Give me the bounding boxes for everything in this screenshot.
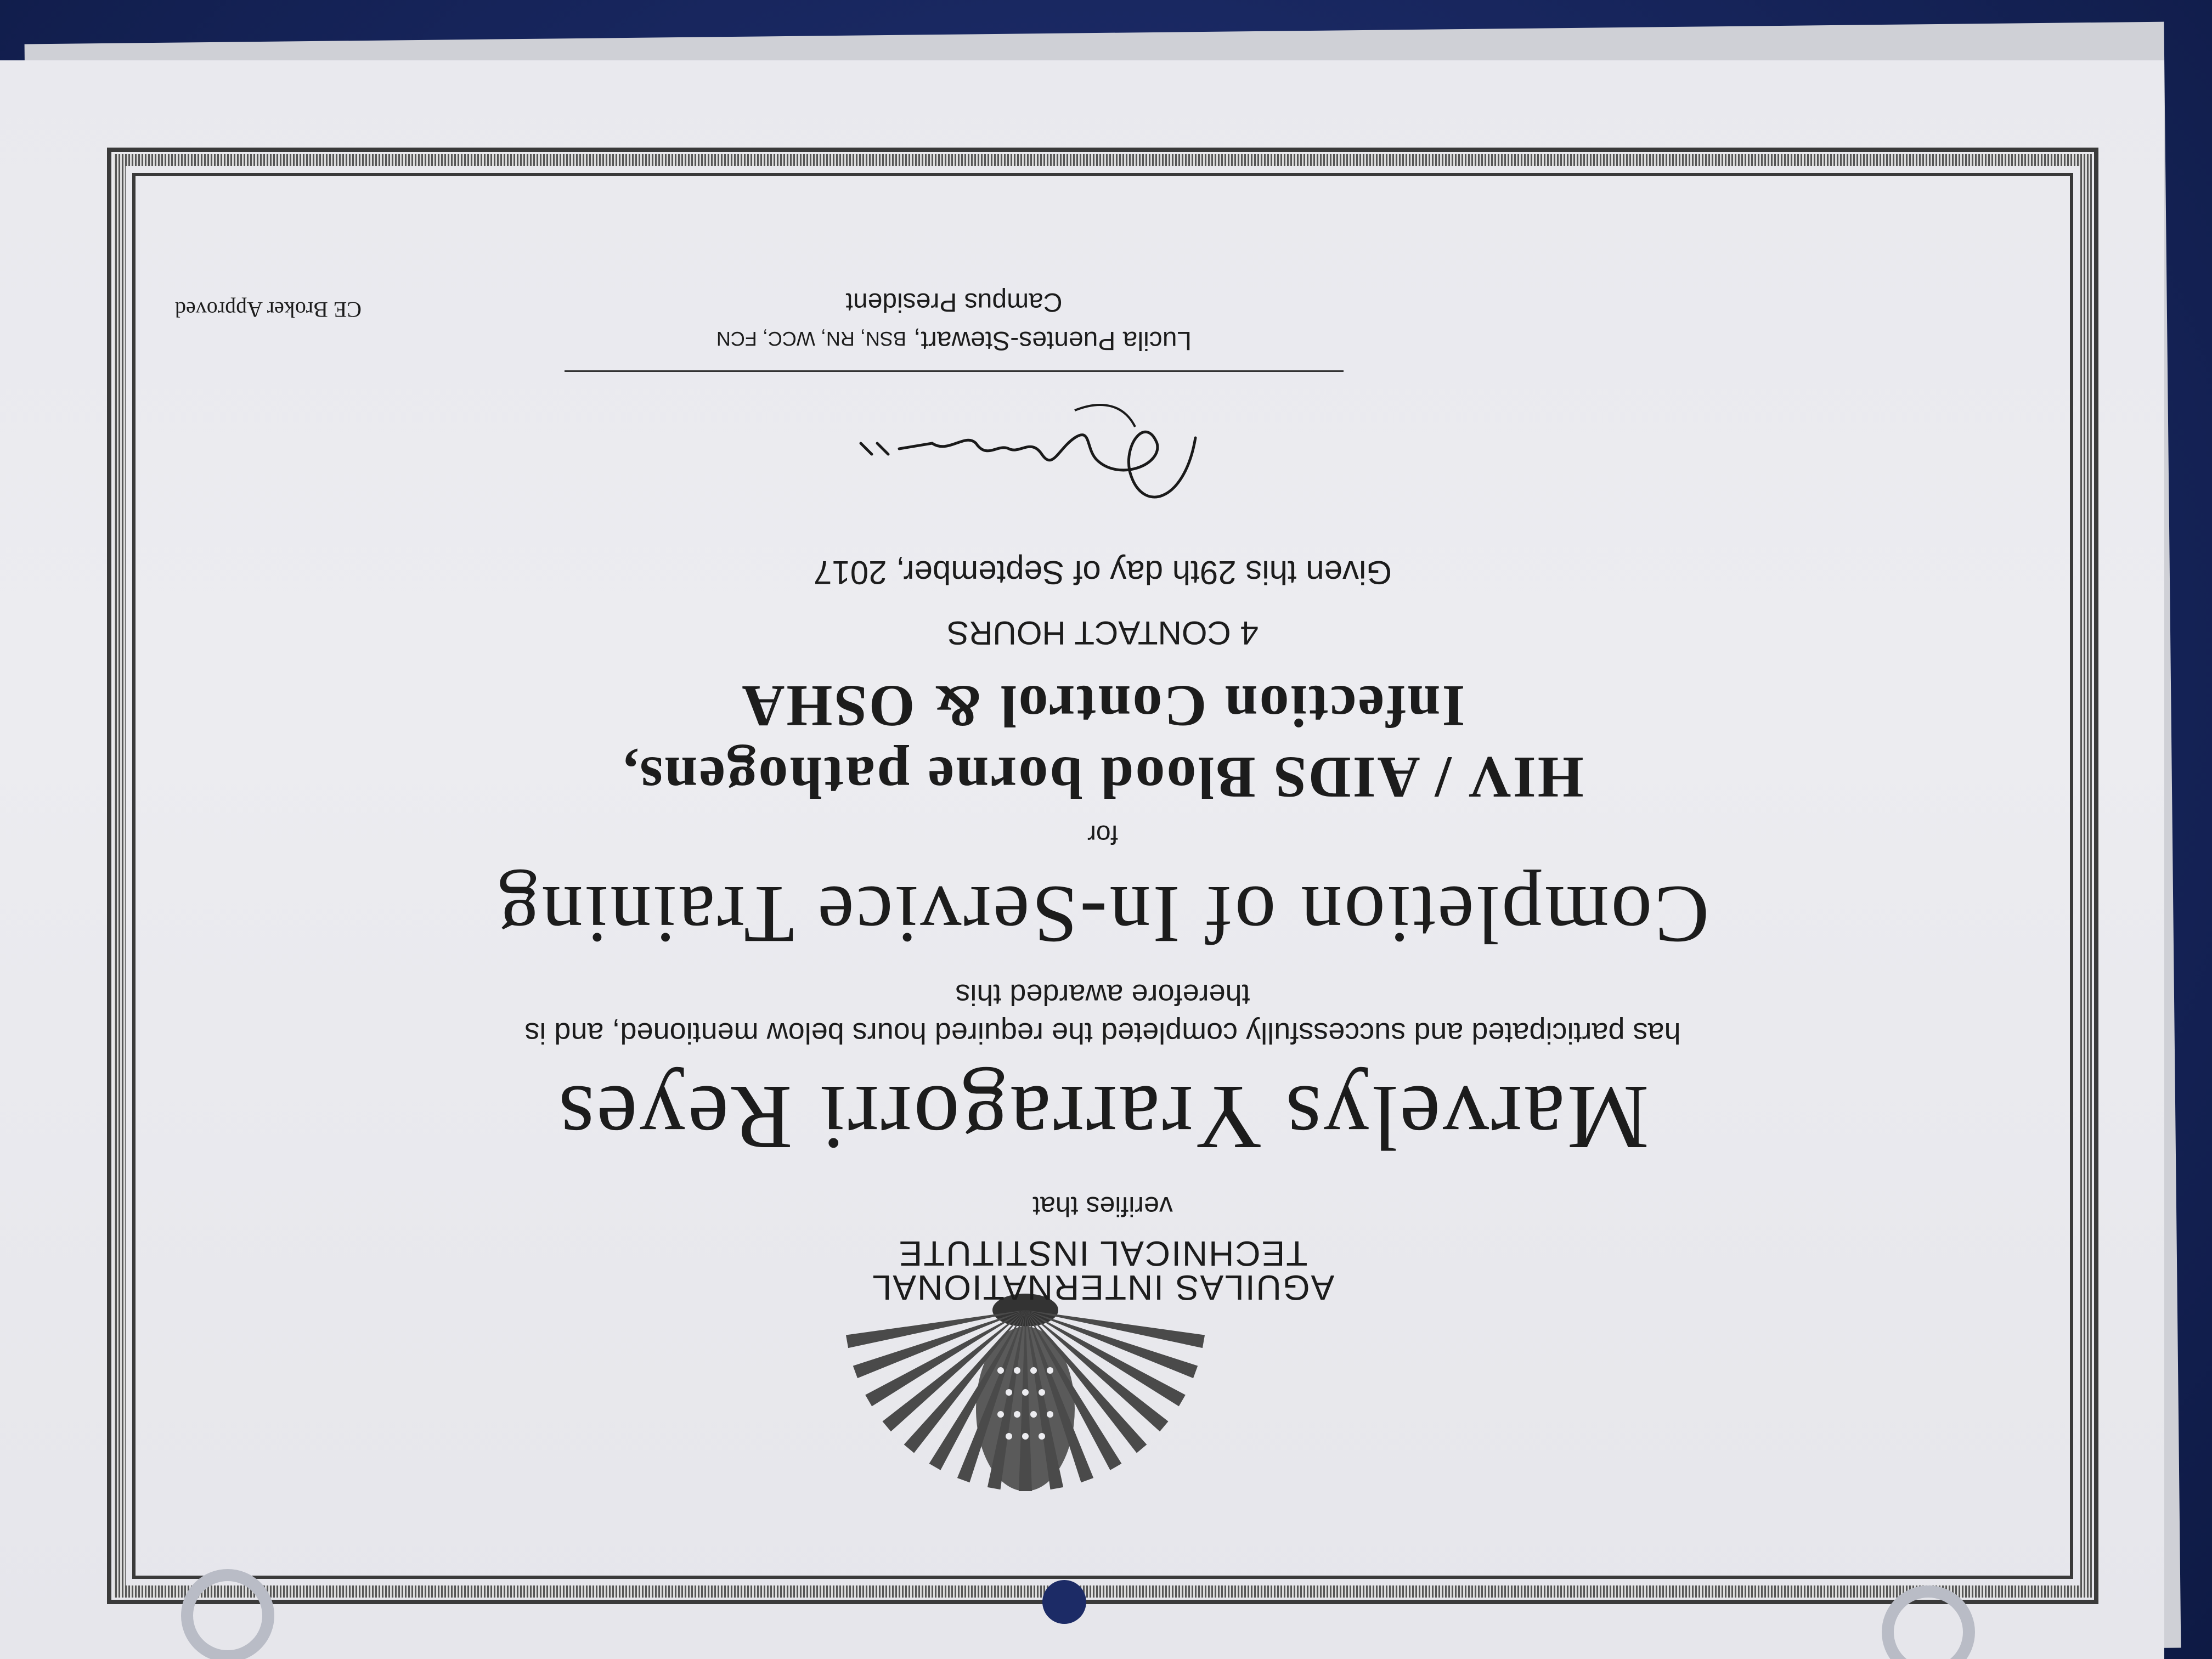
recipient-name: Marvelys Yrarragorri Reyes xyxy=(556,1066,1649,1169)
signer-name: Lucila Puentes-Stewart, xyxy=(913,326,1192,355)
binder-hole-icon xyxy=(1042,1580,1086,1624)
contact-hours: 4 CONTACT HOURS xyxy=(947,614,1259,651)
participation-line1: has participated and successfully completed the required hours below mentioned, and is xyxy=(524,1017,1681,1049)
verifies-text: verifies that xyxy=(1032,1191,1173,1222)
institution-name-line1: AGUILAS INTERNATIONAL xyxy=(871,1268,1335,1307)
signature-line xyxy=(565,370,1344,372)
given-date: Given this 29th day of September, 2017 xyxy=(814,554,1392,591)
participation-statement xyxy=(132,975,2073,1052)
course-title-line2: Infection Control & OSHA xyxy=(740,673,1465,738)
signer-credentials: BSN, RN, WCC, FCN xyxy=(716,328,906,350)
participation-line2: therefore awarded this xyxy=(955,978,1250,1011)
signer-title: Campus President xyxy=(845,287,1063,317)
certificate-rotated-content xyxy=(0,60,2164,1659)
institution-name-line2: TECHNICAL INSTITUTE xyxy=(898,1234,1308,1273)
certificate-content xyxy=(132,173,2073,1579)
award-title: Completion of In-Service Training xyxy=(496,869,1709,960)
certificate-page xyxy=(0,60,2164,1659)
approval-text: CE Broker Approved xyxy=(175,297,362,322)
eagle-headdress-logo-icon xyxy=(817,1294,1234,1546)
binder-ring-icon xyxy=(181,1569,274,1659)
signer-name-block xyxy=(565,325,1344,356)
course-title-line1: HIV / AIDS Blood borne pathogens, xyxy=(622,744,1584,810)
handwritten-signature xyxy=(850,394,1206,537)
for-text: for xyxy=(1087,820,1119,849)
